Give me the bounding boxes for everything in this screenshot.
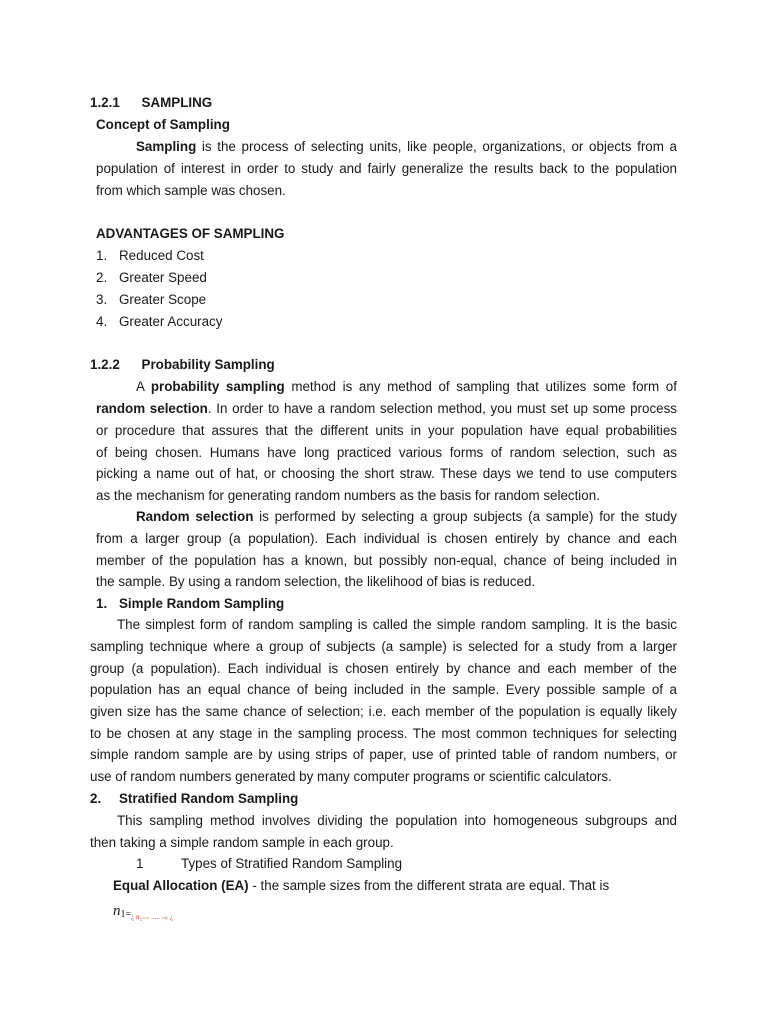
text-span: is performed by selecting a group subjects (a sample) for the study xyxy=(253,509,677,524)
paragraph-line: from a larger group (a population). Each individual is chosen entirely by chance and each xyxy=(96,531,677,546)
section-title: Probability Sampling xyxy=(141,357,275,372)
list-item xyxy=(96,267,207,289)
list-text: Greater Accuracy xyxy=(119,314,223,329)
subsection-heading-stratified xyxy=(90,788,299,810)
text-span: is the process of selecting units, like people, organizations, or objects from a xyxy=(196,139,677,154)
formula-rest: ¿ n₂₌₌ ..... ₌ₖ ¿ xyxy=(131,913,174,921)
list-number: 2. xyxy=(90,791,102,806)
paragraph-line: then taking a simple random sample in each group. xyxy=(90,835,394,850)
list-number: 1 xyxy=(136,856,144,871)
text-span: A xyxy=(136,379,151,394)
paragraph-line: use of random numbers generated by many computer programs or scientific calculators. xyxy=(90,769,612,784)
paragraph-line: given size has the same chance of selection; i.e. each member of the population is equally likely xyxy=(90,704,677,719)
equal-allocation-formula xyxy=(113,900,173,922)
term-bold: probability sampling xyxy=(150,379,285,394)
concept-heading-text: Concept of Sampling xyxy=(96,117,230,132)
paragraph-line: sampling technique where a group of subjects (a sample) is selected for a study from a larger xyxy=(90,639,677,654)
paragraph-line: from which sample was chosen. xyxy=(96,183,286,198)
paragraph-line: population has an equal chance of being included in the sample. Every possible sample of a xyxy=(90,682,677,697)
paragraph-line: member of the population has a known, but possibly non-equal, chance of being included in xyxy=(96,553,677,568)
section-heading-probability xyxy=(90,354,275,376)
formula-subscript: 1= xyxy=(120,909,132,920)
list-number: 2. xyxy=(96,270,108,285)
term-bold: Sampling xyxy=(136,139,197,154)
list-number: 4. xyxy=(96,314,108,329)
text-span: . In order to have a random selection method, you must set up some process xyxy=(207,401,677,416)
list-text: Greater Scope xyxy=(119,292,207,307)
paragraph-line xyxy=(136,506,677,528)
types-heading xyxy=(136,853,403,875)
list-item xyxy=(96,311,223,333)
paragraph-line: or procedure that assures that the different units in your population have equal probabilities xyxy=(96,423,677,438)
term-bold: Random selection xyxy=(136,509,254,524)
list-number: 1. xyxy=(96,596,108,611)
advantages-heading xyxy=(96,223,284,245)
paragraph-line: of being chosen. Humans have long practiced various forms of random selection, such as xyxy=(96,445,677,460)
subsection-title: Stratified Random Sampling xyxy=(119,791,299,806)
paragraph-line: the sample. By using a random selection, the likelihood of bias is reduced. xyxy=(96,574,536,589)
term-bold: random selection xyxy=(96,401,208,416)
advantages-heading-text: ADVANTAGES OF SAMPLING xyxy=(96,226,285,241)
term-bold: Equal Allocation (EA) xyxy=(113,878,249,893)
paragraph-line: simple random sample are by using strips of paper, use of printed table of random numbers, or xyxy=(90,747,677,762)
subheading-concept xyxy=(96,114,230,136)
paragraph-line: This sampling method involves dividing the population into homogeneous subgroups and xyxy=(117,813,677,828)
section-number: 1.2.1 xyxy=(90,95,120,110)
subsection-title: Simple Random Sampling xyxy=(119,596,285,611)
list-text: Reduced Cost xyxy=(119,248,204,263)
paragraph-line xyxy=(113,875,609,897)
paragraph-line: picking a name out of hat, or choosing the short straw. These days we tend to use computers xyxy=(96,466,677,481)
list-number: 3. xyxy=(96,292,108,307)
section-title: SAMPLING xyxy=(141,95,213,110)
list-text: Greater Speed xyxy=(119,270,207,285)
list-item xyxy=(96,289,207,311)
text-span: - the sample sizes from the different strata are equal. That is xyxy=(248,878,610,893)
paragraph-line: as the mechanism for generating random numbers as the basis for random selection. xyxy=(96,488,600,503)
paragraph-line: The simplest form of random sampling is called the simple random sampling. It is the basic xyxy=(117,617,677,632)
list-item xyxy=(96,245,204,267)
paragraph-line xyxy=(96,398,677,420)
paragraph-line: to be chosen at any stage in the sampling process. The most common techniques for selecting xyxy=(90,726,677,741)
paragraph-line xyxy=(136,376,677,398)
paragraph-line xyxy=(136,136,677,158)
paragraph-line: population of interest in order to study and fairly generalize the results back to the population xyxy=(96,161,677,176)
list-number: 1. xyxy=(96,248,108,263)
section-number: 1.2.2 xyxy=(90,357,120,372)
formula-variable: n xyxy=(113,903,121,919)
types-title: Types of Stratified Random Sampling xyxy=(181,856,403,871)
subsection-heading-simple xyxy=(96,593,285,615)
paragraph-line: group (a population). Each individual is chosen entirely by chance and each member of the xyxy=(90,661,677,676)
text-span: method is any method of sampling that utilizes some form of xyxy=(284,379,677,394)
section-heading-sampling xyxy=(90,92,212,114)
